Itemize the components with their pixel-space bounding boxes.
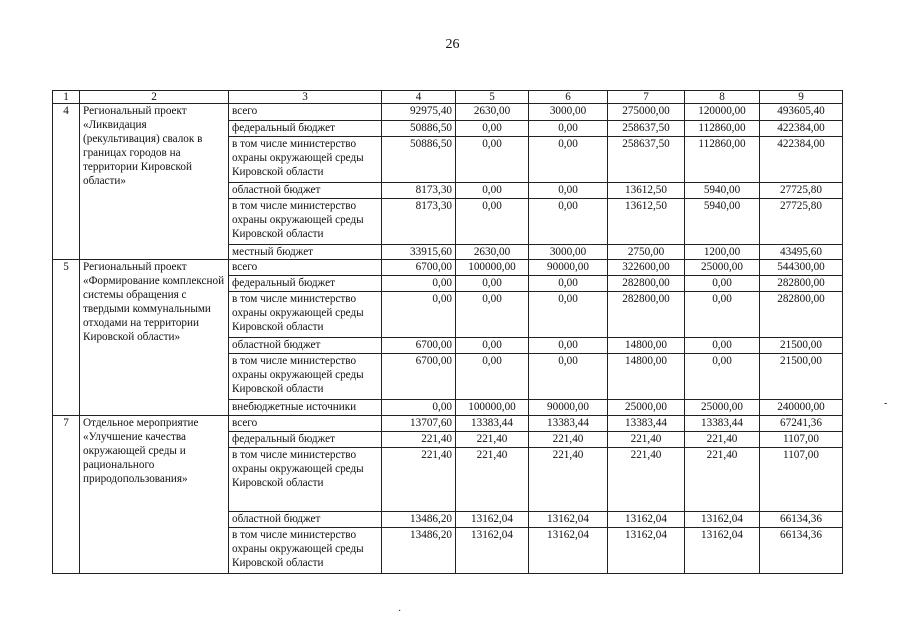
amount-cell: 90000,00 — [529, 260, 608, 276]
table-row — [53, 416, 843, 432]
amount-cell: 0,00 — [382, 276, 456, 292]
funding-source: в том числе министерство охраны окружающей среды Кировской области — [229, 137, 382, 183]
amount-cell: 221,40 — [382, 448, 456, 512]
amount-cell: 0,00 — [685, 338, 760, 354]
amount-cell: 0,00 — [456, 183, 529, 199]
amount-cell: 0,00 — [529, 199, 608, 245]
scan-mark: - — [884, 398, 888, 409]
funding-source: в том числе министерство охраны окружающей среды Кировской области — [229, 354, 382, 400]
amount-cell: 1107,00 — [760, 448, 843, 512]
amount-cell: 422384,00 — [760, 137, 843, 183]
funding-source: в том числе министерство охраны окружающей среды Кировской области — [229, 199, 382, 245]
amount-cell: 1200,00 — [685, 245, 760, 260]
funding-source: внебюджетные источники — [229, 400, 382, 416]
amount-cell: 221,40 — [685, 432, 760, 448]
amount-cell: 0,00 — [456, 338, 529, 354]
amount-cell: 2630,00 — [456, 245, 529, 260]
amount-cell: 6700,00 — [382, 260, 456, 276]
amount-cell: 221,40 — [685, 448, 760, 512]
row-number: 5 — [53, 260, 80, 416]
amount-cell: 13162,04 — [685, 512, 760, 528]
amount-cell: 0,00 — [685, 276, 760, 292]
amount-cell: 0,00 — [529, 338, 608, 354]
funding-source: всего — [229, 260, 382, 276]
amount-cell: 100000,00 — [456, 400, 529, 416]
column-header: 5 — [456, 91, 529, 104]
amount-cell: 50886,50 — [382, 121, 456, 137]
amount-cell: 13162,04 — [529, 512, 608, 528]
amount-cell: 66134,36 — [760, 512, 843, 528]
row-number: 4 — [53, 104, 80, 260]
amount-cell: 221,40 — [608, 432, 685, 448]
amount-cell: 13383,44 — [529, 416, 608, 432]
page-number: 26 — [445, 37, 460, 52]
amount-cell: 3000,00 — [529, 245, 608, 260]
amount-cell: 8173,30 — [382, 199, 456, 245]
amount-cell: 221,40 — [529, 432, 608, 448]
amount-cell: 13162,04 — [529, 528, 608, 574]
amount-cell: 13162,04 — [608, 528, 685, 574]
amount-cell: 0,00 — [529, 183, 608, 199]
amount-cell: 13486,20 — [382, 528, 456, 574]
funding-source: в том числе министерство охраны окружающей среды Кировской области — [229, 292, 382, 338]
amount-cell: 0,00 — [685, 292, 760, 338]
amount-cell: 221,40 — [456, 448, 529, 512]
amount-cell: 0,00 — [529, 276, 608, 292]
amount-cell: 112860,00 — [685, 121, 760, 137]
column-header: 2 — [80, 91, 229, 104]
funding-source: федеральный бюджет — [229, 276, 382, 292]
amount-cell: 0,00 — [529, 137, 608, 183]
amount-cell: 13707,60 — [382, 416, 456, 432]
amount-cell: 25000,00 — [685, 400, 760, 416]
column-header: 6 — [529, 91, 608, 104]
amount-cell: 50886,50 — [382, 137, 456, 183]
amount-cell: 221,40 — [456, 432, 529, 448]
amount-cell: 2630,00 — [456, 104, 529, 121]
table-body — [53, 91, 843, 574]
amount-cell: 13162,04 — [456, 512, 529, 528]
amount-cell: 66134,36 — [760, 528, 843, 574]
amount-cell: 544300,00 — [760, 260, 843, 276]
header-row — [53, 91, 843, 104]
amount-cell: 221,40 — [608, 448, 685, 512]
amount-cell: 6700,00 — [382, 354, 456, 400]
amount-cell: 13383,44 — [608, 416, 685, 432]
amount-cell: 275000,00 — [608, 104, 685, 121]
table-row — [53, 104, 843, 121]
column-header: 1 — [53, 91, 80, 104]
amount-cell: 13162,04 — [685, 528, 760, 574]
funding-source: федеральный бюджет — [229, 121, 382, 137]
amount-cell: 493605,40 — [760, 104, 843, 121]
amount-cell: 258637,50 — [608, 137, 685, 183]
amount-cell: 2750,00 — [608, 245, 685, 260]
amount-cell: 282800,00 — [608, 292, 685, 338]
table-row — [53, 260, 843, 276]
amount-cell: 21500,00 — [760, 338, 843, 354]
amount-cell: 13162,04 — [608, 512, 685, 528]
amount-cell: 5940,00 — [685, 199, 760, 245]
project-name: Региональный проект «Формирование комплексной системы обращения с твердыми коммунальными отходами на территории Кировской области» — [80, 260, 229, 416]
amount-cell: 13383,44 — [685, 416, 760, 432]
amount-cell: 8173,30 — [382, 183, 456, 199]
amount-cell: 1107,00 — [760, 432, 843, 448]
project-name: Региональный проект «Ликвидация (рекультивация) свалок в границах городов на территории Кировской области» — [80, 104, 229, 260]
amount-cell: 0,00 — [382, 292, 456, 338]
funding-source: в том числе министерство охраны окружающей среды Кировской области — [229, 448, 382, 512]
amount-cell: 0,00 — [456, 137, 529, 183]
column-header: 4 — [382, 91, 456, 104]
amount-cell: 33915,60 — [382, 245, 456, 260]
amount-cell: 0,00 — [456, 354, 529, 400]
amount-cell: 100000,00 — [456, 260, 529, 276]
amount-cell: 6700,00 — [382, 338, 456, 354]
amount-cell: 0,00 — [685, 354, 760, 400]
amount-cell: 282800,00 — [760, 292, 843, 338]
amount-cell: 422384,00 — [760, 121, 843, 137]
amount-cell: 0,00 — [382, 400, 456, 416]
column-header: 7 — [608, 91, 685, 104]
budget-table — [52, 90, 843, 574]
funding-source: всего — [229, 104, 382, 121]
amount-cell: 322600,00 — [608, 260, 685, 276]
amount-cell: 27725,80 — [760, 183, 843, 199]
amount-cell: 221,40 — [382, 432, 456, 448]
amount-cell: 13612,50 — [608, 199, 685, 245]
amount-cell: 5940,00 — [685, 183, 760, 199]
amount-cell: 14800,00 — [608, 354, 685, 400]
funding-source: федеральный бюджет — [229, 432, 382, 448]
amount-cell: 112860,00 — [685, 137, 760, 183]
funding-source: в том числе министерство охраны окружающей среды Кировской области — [229, 528, 382, 574]
amount-cell: 0,00 — [529, 292, 608, 338]
amount-cell: 0,00 — [456, 121, 529, 137]
amount-cell: 221,40 — [529, 448, 608, 512]
amount-cell: 0,00 — [456, 199, 529, 245]
amount-cell: 25000,00 — [608, 400, 685, 416]
amount-cell: 21500,00 — [760, 354, 843, 400]
funding-source: всего — [229, 416, 382, 432]
amount-cell: 0,00 — [456, 276, 529, 292]
amount-cell: 27725,80 — [760, 199, 843, 245]
row-number: 7 — [53, 416, 80, 574]
amount-cell: 13612,50 — [608, 183, 685, 199]
amount-cell: 13383,44 — [456, 416, 529, 432]
amount-cell: 0,00 — [529, 354, 608, 400]
funding-source: областной бюджет — [229, 512, 382, 528]
amount-cell: 90000,00 — [529, 400, 608, 416]
amount-cell: 3000,00 — [529, 104, 608, 121]
amount-cell: 0,00 — [456, 292, 529, 338]
amount-cell: 92975,40 — [382, 104, 456, 121]
amount-cell: 67241,36 — [760, 416, 843, 432]
amount-cell: 282800,00 — [608, 276, 685, 292]
project-name: Отдельное мероприятие «Улучшение качества окружающей среды и рационального природопользования» — [80, 416, 229, 574]
amount-cell: 13486,20 — [382, 512, 456, 528]
funding-source: местный бюджет — [229, 245, 382, 260]
funding-source: областной бюджет — [229, 183, 382, 199]
amount-cell: 240000,00 — [760, 400, 843, 416]
amount-cell: 258637,50 — [608, 121, 685, 137]
amount-cell: 0,00 — [529, 121, 608, 137]
amount-cell: 14800,00 — [608, 338, 685, 354]
amount-cell: 120000,00 — [685, 104, 760, 121]
amount-cell: 25000,00 — [685, 260, 760, 276]
amount-cell: 13162,04 — [456, 528, 529, 574]
column-header: 3 — [229, 91, 382, 104]
column-header: 8 — [685, 91, 760, 104]
column-header: 9 — [760, 91, 843, 104]
amount-cell: 43495,60 — [760, 245, 843, 260]
scan-mark: · — [398, 606, 402, 617]
funding-source: областной бюджет — [229, 338, 382, 354]
amount-cell: 282800,00 — [760, 276, 843, 292]
